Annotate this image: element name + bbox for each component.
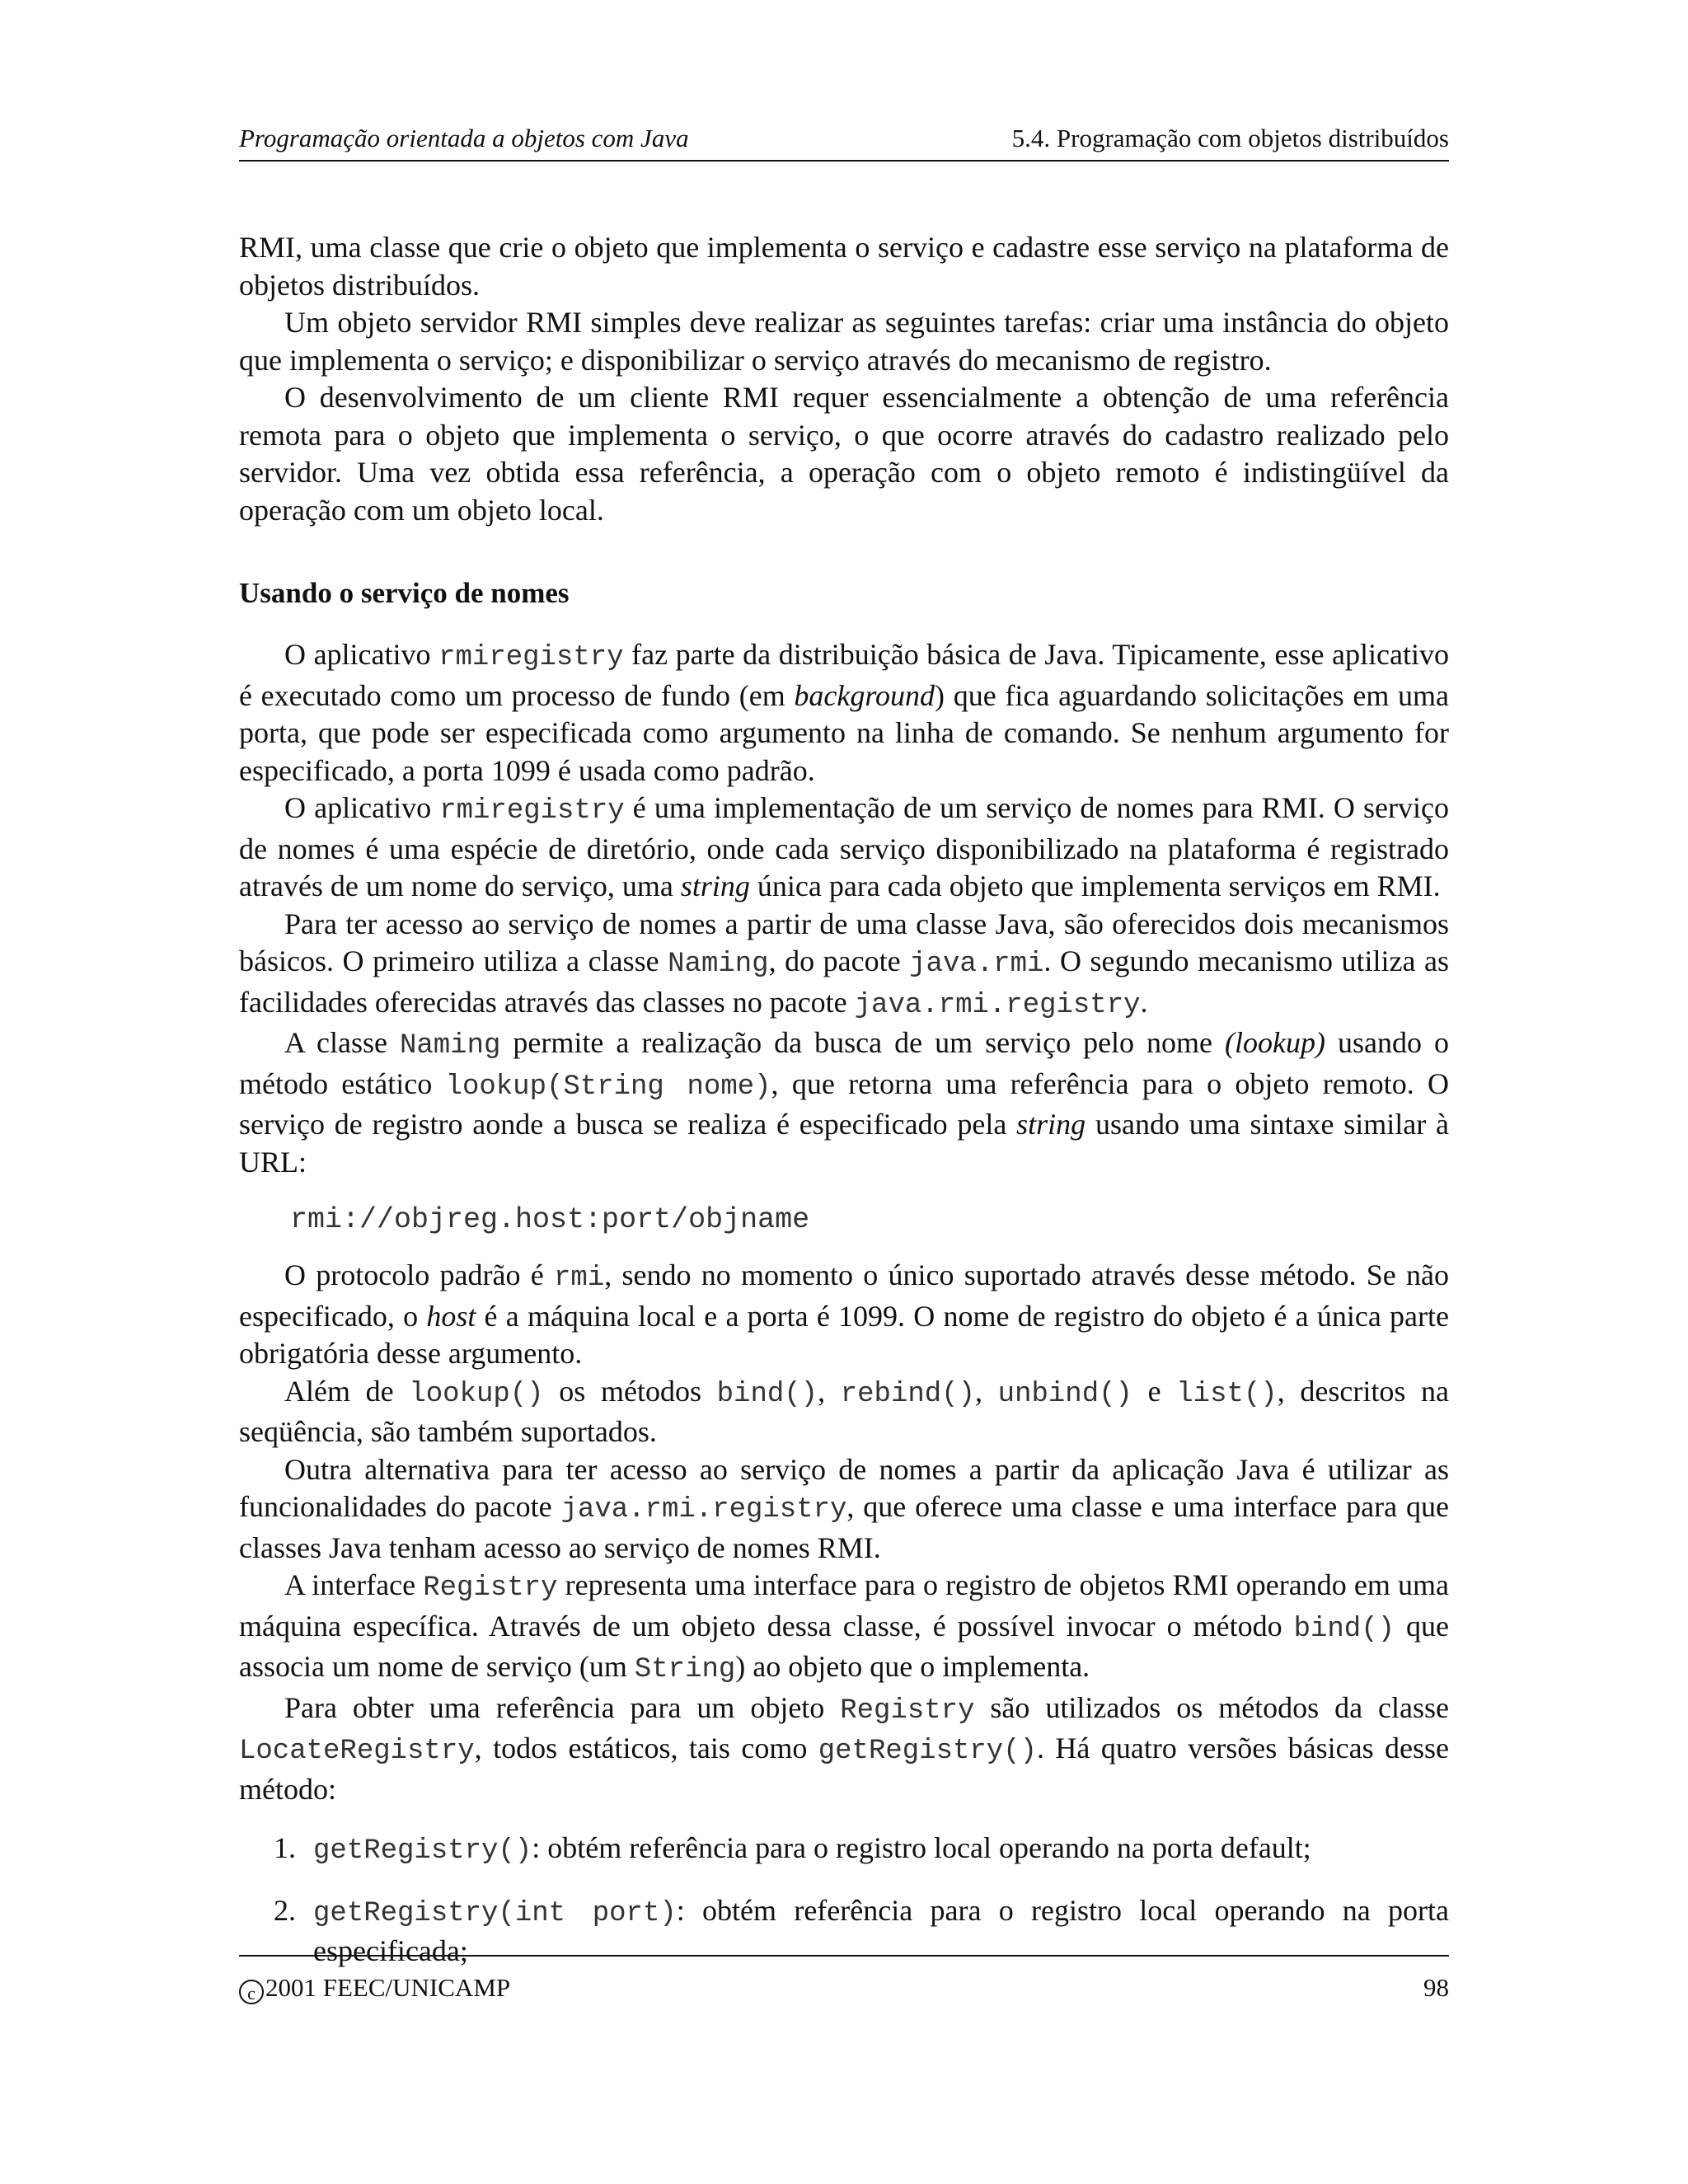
inline-code: getRegistry() <box>818 1736 1037 1767</box>
header-book-title: Programação orientada a objetos com Java <box>239 124 689 152</box>
paragraph: Além de lookup() os métodos bind(), rebind(), unbind() e list(), descritos na seqüência, são também suportados. <box>239 1374 1450 1448</box>
list-number: 2. <box>274 1893 296 1927</box>
code-example <box>290 1199 1449 1239</box>
inline-code: list() <box>1176 1378 1278 1410</box>
header-section-title: 5.4. Programação com objetos distribuídos <box>1011 124 1449 152</box>
inline-code: lookup() <box>409 1378 544 1410</box>
footer-copyright: c 2001 FEEC/UNICAMP <box>239 1971 510 2004</box>
inline-code: lookup(String nome) <box>445 1071 771 1103</box>
paragraph: O protocolo padrão é rmi, sendo no momento o único suportado através desse método. Se não especificado, o host é a máquina local e a porta é 1099. O nome de registro do objeto é a única parte obrigatória desse argumento. <box>239 1258 1449 1370</box>
inline-code: java.rmi <box>909 949 1044 980</box>
inline-code: unbind() <box>997 1378 1132 1410</box>
inline-code: java.rmi.registry <box>560 1494 847 1526</box>
page-content <box>239 229 1449 1992</box>
paragraph: A interface Registry representa uma interface para o registro de objetos RMI operando em uma máquina específica. Através de um objeto dessa classe, é possível invocar o método bind() que associa um nome de serviço (um String) ao objeto que o implementa. <box>239 1568 1450 1685</box>
inline-code: String <box>634 1654 736 1685</box>
paragraph: Para ter acesso ao serviço de nomes a partir de uma classe Java, são oferecidos dois mecanismos básicos. O primeiro utiliza a classe Naming, do pacote java.rmi. O segundo mecanismo utiliza as facilidades oferecidas através das classes no pacote java.rmi.registry. <box>239 907 1450 1021</box>
inline-code: bind() <box>1293 1613 1395 1645</box>
paragraph: A classe Naming permite a realização da busca de um serviço pelo nome (lookup) usando o método estático lookup(String nome), que retorna uma referência para o objeto remoto. O serviço de registro aonde a busca se realiza é especificado pela string usando uma sintaxe similar à URL: <box>239 1026 1449 1179</box>
inline-code: Naming <box>668 949 769 980</box>
paragraph: Para obter uma referência para um objeto Registry são utilizados os métodos da classe LocateRegistry, todos estáticos, tais como getRegistry(). Há quatro versões básicas desse método: <box>239 1690 1449 1806</box>
running-footer <box>239 1955 1449 2004</box>
paragraph: Outra alternativa para ter acesso ao serviço de nomes a partir da aplicação Java é utilizar as funcionalidades do pacote java.rmi.registry, que oferece uma classe e uma interface para que classes Java tenham acesso ao serviço de nomes RMI. <box>239 1452 1449 1564</box>
inline-code: rebind() <box>840 1378 975 1410</box>
page-number: 98 <box>1423 1973 1449 2002</box>
code-url: rmi://objreg.host:port/objname <box>290 1203 810 1236</box>
list-number: 1. <box>274 1831 296 1864</box>
copyright-icon: c <box>239 1980 264 2004</box>
inline-code: getRegistry(int port) <box>313 1897 677 1929</box>
running-header <box>239 122 1449 162</box>
inline-code: Registry <box>840 1694 975 1727</box>
inline-code: bind() <box>716 1378 818 1410</box>
inline-code: rmiregistry <box>438 642 624 673</box>
inline-code: LocateRegistry <box>239 1736 475 1767</box>
inline-code: rmiregistry <box>439 795 625 827</box>
list-item: 1. getRegistry(): obtém referência para o registro local operando na porta default; <box>274 1831 1311 1867</box>
inline-code: rmi <box>553 1263 605 1294</box>
paragraph: O aplicativo rmiregistry é uma implementação de um serviço de nomes para RMI. O serviço de nomes é uma espécie de diretório, onde cada serviço disponibilizado na plataforma é registrado através de um nome do serviço, uma string única para cada objeto que implementa serviços em RMI. <box>239 791 1449 902</box>
paragraph: O desenvolvimento de um cliente RMI requer essencialmente a obtenção de uma referência remota para o objeto que implementa o serviço, o que ocorre através do cadastro realizado pelo servidor. Uma vez obtida essa referência, a operação com o objeto remoto é indistingüível da operação com um objeto local. <box>239 381 1449 527</box>
paragraph: O aplicativo rmiregistry faz parte da distribuição básica de Java. Tipicamente, esse aplicativo é executado como um processo de fundo (em background) que fica aguardando solicitações em uma porta, que pode ser especificada como argumento na linha de comando. Se nenhum argumento for especificado, a porta 1099 é usada como padrão. <box>239 638 1449 787</box>
numbered-list <box>239 1830 1449 1971</box>
section-heading: Usando o serviço de nomes <box>239 577 570 609</box>
list-item: 2. getRegistry(int port): obtém referência para o registro local operando na porta especificada; <box>274 1893 1449 1967</box>
inline-code: getRegistry() <box>313 1835 532 1867</box>
inline-code: Naming <box>399 1030 501 1062</box>
paragraph: RMI, uma classe que crie o objeto que implementa o serviço e cadastre esse serviço na plataforma de objetos distribuídos. <box>239 231 1449 302</box>
inline-code: Registry <box>423 1572 558 1604</box>
document-page <box>239 0 1449 2184</box>
inline-code: java.rmi.registry <box>854 989 1141 1021</box>
paragraph: Um objeto servidor RMI simples deve realizar as seguintes tarefas: criar uma instância do objeto que implementa o serviço; e disponibilizar o serviço através do mecanismo de registro. <box>239 306 1449 377</box>
